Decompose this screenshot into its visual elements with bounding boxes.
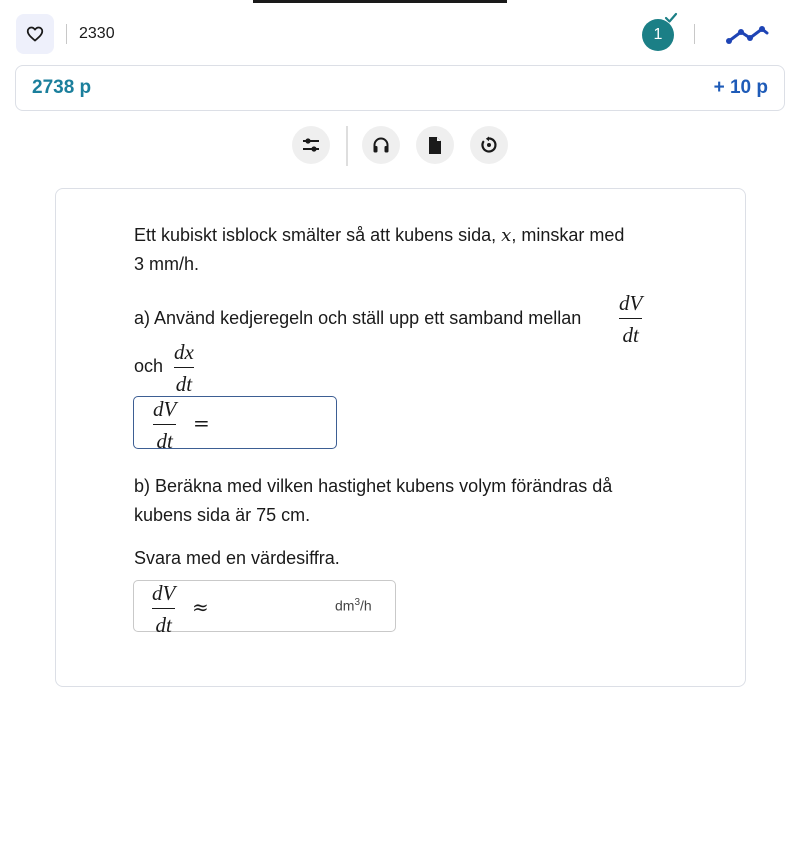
header-divider xyxy=(66,24,67,44)
fraction-denominator: dt xyxy=(156,429,173,453)
header-divider xyxy=(694,24,695,44)
points-bar xyxy=(15,65,785,111)
favorite-button[interactable] xyxy=(16,14,54,54)
answer-a-input[interactable] xyxy=(133,396,337,453)
fraction-numerator: dx xyxy=(174,340,194,364)
fraction-numerator: dV xyxy=(152,581,176,605)
approx-sign: ≈ xyxy=(192,595,209,619)
reset-button[interactable] xyxy=(470,126,508,164)
answer-b-input[interactable] xyxy=(133,580,396,637)
fraction-denominator: dt xyxy=(155,613,172,637)
equals-sign: = xyxy=(193,411,210,435)
variable-x: x xyxy=(501,225,512,246)
fraction-dV-dt xyxy=(619,291,642,347)
reset-icon xyxy=(480,136,498,154)
part-b-text-2: kubens sida är 75 cm. xyxy=(134,505,311,525)
trend-line-icon xyxy=(726,24,770,46)
part-b-text-1: b) Beräkna med vilken hastighet kubens volym förändras då xyxy=(134,476,613,496)
part-a-text: a) Använd kedjeregeln och ställ upp ett samband mellan xyxy=(134,308,582,328)
points-gain: + 10 p xyxy=(713,77,768,98)
toolbar xyxy=(0,126,800,166)
fraction-dV-dt xyxy=(152,581,175,637)
toolbar-divider xyxy=(346,126,348,166)
settings-button[interactable] xyxy=(292,126,330,164)
fraction-denominator: dt xyxy=(622,323,639,347)
fraction-numerator: dV xyxy=(153,397,177,421)
instruction-text: Svara med en värdesiffra. xyxy=(134,548,340,568)
intro-text-3: 3 mm/h. xyxy=(134,254,200,274)
check-icon xyxy=(664,11,678,25)
audio-button[interactable] xyxy=(362,126,400,164)
and-word: och xyxy=(134,356,164,376)
document-button[interactable] xyxy=(416,126,454,164)
top-bar xyxy=(0,0,800,64)
fraction-numerator: dV xyxy=(619,291,643,315)
fraction-dV-dt xyxy=(153,397,176,453)
intro-text-1: Ett kubiskt isblock smälter så att kubens sida, xyxy=(134,225,497,245)
headphones-icon xyxy=(372,136,390,154)
unit-label: $dm^3/h$ xyxy=(335,597,372,614)
intro-text-2: , minskar med xyxy=(511,225,625,245)
progress-button[interactable] xyxy=(722,18,774,52)
heart-outline-icon xyxy=(26,26,44,42)
sliders-icon xyxy=(301,136,321,154)
fraction-dx-dt xyxy=(174,340,194,396)
question-intro xyxy=(134,221,624,250)
badge-count: 1 xyxy=(653,26,663,43)
question-id: 2330 xyxy=(79,25,115,42)
fraction-denominator: dt xyxy=(175,372,193,396)
document-icon xyxy=(427,136,443,155)
points-total: 2738 p xyxy=(32,77,92,98)
